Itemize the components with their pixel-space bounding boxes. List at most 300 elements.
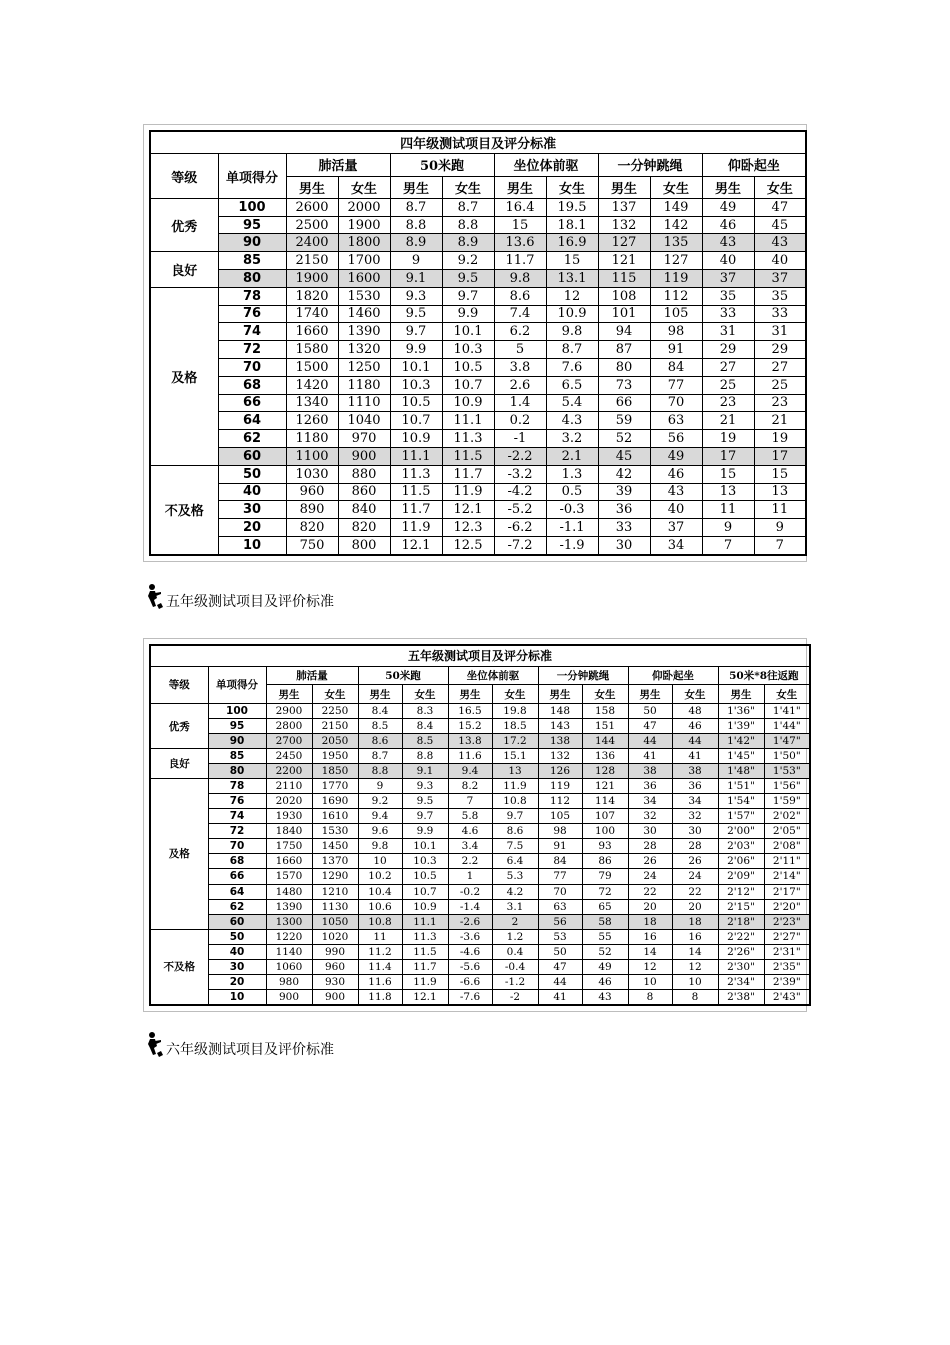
value-cell: 1930 bbox=[266, 809, 312, 824]
table-row bbox=[150, 287, 806, 305]
value-cell: 1 bbox=[448, 869, 492, 884]
header-male: 男生 bbox=[390, 176, 442, 198]
value-cell: 86 bbox=[582, 854, 628, 869]
value-cell: 8.6 bbox=[494, 287, 546, 305]
value-cell: 11.5 bbox=[442, 447, 494, 465]
table-row bbox=[150, 749, 810, 764]
score-cell: 68 bbox=[218, 376, 286, 394]
value-cell: 970 bbox=[338, 430, 390, 448]
value-cell: 93 bbox=[582, 839, 628, 854]
value-cell: 6.5 bbox=[546, 376, 598, 394]
value-cell: 119 bbox=[650, 270, 702, 288]
value-cell: 1'48" bbox=[718, 764, 764, 779]
score-cell: 80 bbox=[208, 764, 266, 779]
header-male: 男生 bbox=[598, 176, 650, 198]
value-cell: 119 bbox=[538, 779, 582, 794]
value-cell: 9.5 bbox=[402, 794, 448, 809]
value-cell: 10 bbox=[672, 974, 718, 989]
value-cell: 13 bbox=[754, 483, 806, 501]
value-cell: 0.4 bbox=[492, 944, 538, 959]
value-cell: 101 bbox=[598, 305, 650, 323]
value-cell: 9.3 bbox=[402, 779, 448, 794]
value-cell: 2'11" bbox=[764, 854, 810, 869]
value-cell: 7 bbox=[448, 794, 492, 809]
value-cell: 990 bbox=[312, 944, 358, 959]
value-cell: 9.6 bbox=[358, 824, 402, 839]
value-cell: 1220 bbox=[266, 929, 312, 944]
value-cell: 10.9 bbox=[442, 394, 494, 412]
header-item: 一分钟跳绳 bbox=[598, 154, 702, 176]
value-cell: -5.6 bbox=[448, 959, 492, 974]
value-cell: 2700 bbox=[266, 734, 312, 749]
value-cell: 105 bbox=[538, 809, 582, 824]
value-cell: 1'50" bbox=[764, 749, 810, 764]
value-cell: 1900 bbox=[338, 216, 390, 234]
value-cell: -4.6 bbox=[448, 944, 492, 959]
value-cell: 10.9 bbox=[402, 899, 448, 914]
value-cell: 158 bbox=[582, 703, 628, 718]
value-cell: 1030 bbox=[286, 465, 338, 483]
value-cell: 0.2 bbox=[494, 412, 546, 430]
header-item: 50米跑 bbox=[358, 666, 448, 685]
value-cell: 49 bbox=[582, 959, 628, 974]
value-cell: 11.1 bbox=[390, 447, 442, 465]
value-cell: 10.1 bbox=[402, 839, 448, 854]
value-cell: 8.6 bbox=[358, 734, 402, 749]
score-cell: 70 bbox=[208, 839, 266, 854]
value-cell: 9.7 bbox=[402, 809, 448, 824]
level-cell: 良好 bbox=[150, 252, 218, 288]
header-female: 女生 bbox=[402, 685, 448, 704]
value-cell: 52 bbox=[582, 944, 628, 959]
value-cell: 49 bbox=[650, 447, 702, 465]
value-cell: 10.3 bbox=[390, 376, 442, 394]
score-cell: 64 bbox=[218, 412, 286, 430]
value-cell: -1.9 bbox=[546, 536, 598, 555]
value-cell: 11.1 bbox=[402, 914, 448, 929]
value-cell: 1210 bbox=[312, 884, 358, 899]
value-cell: 44 bbox=[628, 734, 672, 749]
value-cell: 2400 bbox=[286, 234, 338, 252]
value-cell: 47 bbox=[538, 959, 582, 974]
value-cell: 8.4 bbox=[402, 718, 448, 733]
level-cell: 良好 bbox=[150, 749, 208, 779]
value-cell: 1'47" bbox=[764, 734, 810, 749]
value-cell: 38 bbox=[628, 764, 672, 779]
value-cell: 10.2 bbox=[358, 869, 402, 884]
value-cell: 1450 bbox=[312, 839, 358, 854]
value-cell: 2'26" bbox=[718, 944, 764, 959]
value-cell: 77 bbox=[538, 869, 582, 884]
value-cell: 18.1 bbox=[546, 216, 598, 234]
grade5-caption-text: 五年级测试项目及评价标准 bbox=[166, 594, 334, 610]
value-cell: 9 bbox=[702, 519, 754, 537]
value-cell: 10.3 bbox=[402, 854, 448, 869]
value-cell: 1610 bbox=[312, 809, 358, 824]
value-cell: 10.1 bbox=[390, 358, 442, 376]
value-cell: 115 bbox=[598, 270, 650, 288]
value-cell: 1'36" bbox=[718, 703, 764, 718]
value-cell: 1530 bbox=[312, 824, 358, 839]
header-score: 单项得分 bbox=[208, 666, 266, 703]
header-male: 男生 bbox=[628, 685, 672, 704]
score-cell: 66 bbox=[218, 394, 286, 412]
value-cell: 121 bbox=[582, 779, 628, 794]
value-cell: 17 bbox=[702, 447, 754, 465]
table-row bbox=[150, 358, 806, 376]
value-cell: 9.7 bbox=[442, 287, 494, 305]
value-cell: -3.6 bbox=[448, 929, 492, 944]
value-cell: 1060 bbox=[266, 959, 312, 974]
value-cell: 80 bbox=[598, 358, 650, 376]
value-cell: 1740 bbox=[286, 305, 338, 323]
value-cell: 900 bbox=[266, 989, 312, 1005]
value-cell: 16.4 bbox=[494, 198, 546, 216]
value-cell: 26 bbox=[672, 854, 718, 869]
value-cell: 34 bbox=[628, 794, 672, 809]
value-cell: 1370 bbox=[312, 854, 358, 869]
value-cell: 3.2 bbox=[546, 430, 598, 448]
value-cell: 46 bbox=[702, 216, 754, 234]
value-cell: 10.9 bbox=[546, 305, 598, 323]
value-cell: 11 bbox=[358, 929, 402, 944]
value-cell: 19.5 bbox=[546, 198, 598, 216]
value-cell: 4.3 bbox=[546, 412, 598, 430]
value-cell: 30 bbox=[598, 536, 650, 555]
value-cell: 25 bbox=[754, 376, 806, 394]
value-cell: 10.5 bbox=[402, 869, 448, 884]
value-cell: 27 bbox=[754, 358, 806, 376]
value-cell: 7 bbox=[702, 536, 754, 555]
value-cell: 1140 bbox=[266, 944, 312, 959]
score-cell: 20 bbox=[208, 974, 266, 989]
value-cell: 11.6 bbox=[448, 749, 492, 764]
value-cell: 9.8 bbox=[358, 839, 402, 854]
value-cell: 1600 bbox=[338, 270, 390, 288]
value-cell: 20 bbox=[672, 899, 718, 914]
value-cell: 0.5 bbox=[546, 483, 598, 501]
value-cell: 1390 bbox=[266, 899, 312, 914]
table-row bbox=[150, 198, 806, 216]
value-cell: 1050 bbox=[312, 914, 358, 929]
value-cell: 9.2 bbox=[358, 794, 402, 809]
level-cell: 不及格 bbox=[150, 929, 208, 1005]
table-row bbox=[150, 270, 806, 288]
value-cell: 2'31" bbox=[764, 944, 810, 959]
value-cell: 9.9 bbox=[442, 305, 494, 323]
value-cell: 127 bbox=[598, 234, 650, 252]
value-cell: 33 bbox=[702, 305, 754, 323]
value-cell: 12 bbox=[546, 287, 598, 305]
value-cell: 5 bbox=[494, 341, 546, 359]
value-cell: 2'17" bbox=[764, 884, 810, 899]
grade4-standards-table-frame bbox=[143, 124, 807, 562]
value-cell: 1390 bbox=[338, 323, 390, 341]
header-male: 男生 bbox=[718, 685, 764, 704]
value-cell: 2'35" bbox=[764, 959, 810, 974]
score-cell: 90 bbox=[218, 234, 286, 252]
value-cell: 6.4 bbox=[492, 854, 538, 869]
value-cell: 5.4 bbox=[546, 394, 598, 412]
value-cell: 13.6 bbox=[494, 234, 546, 252]
score-cell: 20 bbox=[218, 519, 286, 537]
value-cell: 1'39" bbox=[718, 718, 764, 733]
table-row bbox=[150, 884, 810, 899]
score-cell: 40 bbox=[208, 944, 266, 959]
table-row bbox=[150, 989, 810, 1005]
value-cell: 2110 bbox=[266, 779, 312, 794]
value-cell: 77 bbox=[650, 376, 702, 394]
value-cell: 11.1 bbox=[442, 412, 494, 430]
value-cell: 12 bbox=[628, 959, 672, 974]
value-cell: 11 bbox=[702, 501, 754, 519]
header-female: 女生 bbox=[546, 176, 598, 198]
value-cell: 11.6 bbox=[358, 974, 402, 989]
value-cell: 32 bbox=[672, 809, 718, 824]
header-item: 50米*8往返跑 bbox=[718, 666, 810, 685]
value-cell: 70 bbox=[538, 884, 582, 899]
value-cell: 11.7 bbox=[494, 252, 546, 270]
table-row bbox=[150, 824, 810, 839]
value-cell: 1250 bbox=[338, 358, 390, 376]
value-cell: 39 bbox=[598, 483, 650, 501]
value-cell: 25 bbox=[702, 376, 754, 394]
value-cell: 1850 bbox=[312, 764, 358, 779]
value-cell: 890 bbox=[286, 501, 338, 519]
value-cell: 36 bbox=[628, 779, 672, 794]
value-cell: 10.1 bbox=[442, 323, 494, 341]
value-cell: 2'23" bbox=[764, 914, 810, 929]
score-cell: 85 bbox=[218, 252, 286, 270]
value-cell: 2200 bbox=[266, 764, 312, 779]
value-cell: 7.6 bbox=[546, 358, 598, 376]
value-cell: 2'27" bbox=[764, 929, 810, 944]
value-cell: 980 bbox=[266, 974, 312, 989]
header-item: 肺活量 bbox=[286, 154, 390, 176]
value-cell: 37 bbox=[702, 270, 754, 288]
value-cell: 28 bbox=[628, 839, 672, 854]
value-cell: 63 bbox=[538, 899, 582, 914]
value-cell: 79 bbox=[582, 869, 628, 884]
value-cell: 1'53" bbox=[764, 764, 810, 779]
table-row bbox=[150, 854, 810, 869]
value-cell: 9.1 bbox=[402, 764, 448, 779]
value-cell: 41 bbox=[538, 989, 582, 1005]
value-cell: 1'59" bbox=[764, 794, 810, 809]
value-cell: 1840 bbox=[266, 824, 312, 839]
header-male: 男生 bbox=[538, 685, 582, 704]
header-level: 等级 bbox=[150, 666, 208, 703]
value-cell: 18 bbox=[628, 914, 672, 929]
header-female: 女生 bbox=[492, 685, 538, 704]
value-cell: 8.7 bbox=[546, 341, 598, 359]
value-cell: 12 bbox=[672, 959, 718, 974]
value-cell: -1.4 bbox=[448, 899, 492, 914]
level-cell: 不及格 bbox=[150, 465, 218, 555]
value-cell: 1900 bbox=[286, 270, 338, 288]
value-cell: 17 bbox=[754, 447, 806, 465]
table-row bbox=[150, 869, 810, 884]
value-cell: 21 bbox=[754, 412, 806, 430]
value-cell: 9.5 bbox=[390, 305, 442, 323]
value-cell: 46 bbox=[650, 465, 702, 483]
grade6-caption-text: 六年级测试项目及评价标准 bbox=[166, 1042, 334, 1058]
value-cell: 40 bbox=[650, 501, 702, 519]
value-cell: 53 bbox=[538, 929, 582, 944]
value-cell: 1950 bbox=[312, 749, 358, 764]
score-cell: 66 bbox=[208, 869, 266, 884]
value-cell: 8.5 bbox=[358, 718, 402, 733]
table-row bbox=[150, 536, 806, 555]
value-cell: 132 bbox=[598, 216, 650, 234]
score-cell: 78 bbox=[218, 287, 286, 305]
value-cell: 138 bbox=[538, 734, 582, 749]
table-row bbox=[150, 323, 806, 341]
value-cell: 9.3 bbox=[390, 287, 442, 305]
value-cell: 8.4 bbox=[358, 703, 402, 718]
value-cell: -0.3 bbox=[546, 501, 598, 519]
value-cell: 9.9 bbox=[390, 341, 442, 359]
score-cell: 60 bbox=[218, 447, 286, 465]
value-cell: 37 bbox=[650, 519, 702, 537]
value-cell: 23 bbox=[754, 394, 806, 412]
score-cell: 85 bbox=[208, 749, 266, 764]
value-cell: 4.2 bbox=[492, 884, 538, 899]
value-cell: 37 bbox=[754, 270, 806, 288]
value-cell: 10 bbox=[358, 854, 402, 869]
value-cell: -6.6 bbox=[448, 974, 492, 989]
score-cell: 76 bbox=[208, 794, 266, 809]
value-cell: 11.7 bbox=[442, 465, 494, 483]
value-cell: 1130 bbox=[312, 899, 358, 914]
score-cell: 40 bbox=[218, 483, 286, 501]
grade4-standards-table bbox=[149, 130, 807, 556]
value-cell: 8.3 bbox=[402, 703, 448, 718]
value-cell: 2800 bbox=[266, 718, 312, 733]
score-cell: 30 bbox=[208, 959, 266, 974]
value-cell: 105 bbox=[650, 305, 702, 323]
value-cell: 8 bbox=[628, 989, 672, 1005]
value-cell: 50 bbox=[628, 703, 672, 718]
value-cell: 11.2 bbox=[358, 944, 402, 959]
value-cell: 11.9 bbox=[442, 483, 494, 501]
table-row bbox=[150, 914, 810, 929]
value-cell: 121 bbox=[598, 252, 650, 270]
header-item: 肺活量 bbox=[266, 666, 358, 685]
value-cell: 30 bbox=[628, 824, 672, 839]
value-cell: 2'02" bbox=[764, 809, 810, 824]
table-row bbox=[150, 899, 810, 914]
value-cell: 10.9 bbox=[390, 430, 442, 448]
score-cell: 70 bbox=[218, 358, 286, 376]
score-cell: 95 bbox=[218, 216, 286, 234]
value-cell: 9.5 bbox=[442, 270, 494, 288]
value-cell: 52 bbox=[598, 430, 650, 448]
header-male: 男生 bbox=[286, 176, 338, 198]
header-female: 女生 bbox=[650, 176, 702, 198]
value-cell: 84 bbox=[650, 358, 702, 376]
value-cell: 10.7 bbox=[402, 884, 448, 899]
value-cell: 1580 bbox=[286, 341, 338, 359]
value-cell: 36 bbox=[598, 501, 650, 519]
value-cell: 8.9 bbox=[442, 234, 494, 252]
value-cell: 2'15" bbox=[718, 899, 764, 914]
table-title: 四年级测试项目及评分标准 bbox=[150, 131, 806, 154]
value-cell: 15 bbox=[754, 465, 806, 483]
value-cell: 45 bbox=[598, 447, 650, 465]
value-cell: 1290 bbox=[312, 869, 358, 884]
value-cell: 112 bbox=[538, 794, 582, 809]
value-cell: 12.1 bbox=[390, 536, 442, 555]
header-item: 一分钟跳绳 bbox=[538, 666, 628, 685]
value-cell: 87 bbox=[598, 341, 650, 359]
value-cell: 820 bbox=[338, 519, 390, 537]
value-cell: 9 bbox=[754, 519, 806, 537]
value-cell: 960 bbox=[312, 959, 358, 974]
table-row bbox=[150, 959, 810, 974]
value-cell: 11.3 bbox=[402, 929, 448, 944]
value-cell: 41 bbox=[672, 749, 718, 764]
value-cell: 56 bbox=[538, 914, 582, 929]
value-cell: 65 bbox=[582, 899, 628, 914]
value-cell: -2.2 bbox=[494, 447, 546, 465]
value-cell: 151 bbox=[582, 718, 628, 733]
value-cell: 2'20" bbox=[764, 899, 810, 914]
value-cell: -1.2 bbox=[492, 974, 538, 989]
score-cell: 72 bbox=[208, 824, 266, 839]
value-cell: 35 bbox=[702, 287, 754, 305]
level-cell: 及格 bbox=[150, 287, 218, 465]
value-cell: 2'06" bbox=[718, 854, 764, 869]
value-cell: 11.9 bbox=[390, 519, 442, 537]
value-cell: 33 bbox=[754, 305, 806, 323]
header-item: 坐位体前驱 bbox=[494, 154, 598, 176]
value-cell: 24 bbox=[628, 869, 672, 884]
value-cell: 44 bbox=[672, 734, 718, 749]
score-cell: 74 bbox=[218, 323, 286, 341]
value-cell: 1750 bbox=[266, 839, 312, 854]
value-cell: 880 bbox=[338, 465, 390, 483]
value-cell: 15 bbox=[702, 465, 754, 483]
value-cell: 1530 bbox=[338, 287, 390, 305]
score-cell: 64 bbox=[208, 884, 266, 899]
score-cell: 62 bbox=[208, 899, 266, 914]
table-row bbox=[150, 929, 810, 944]
value-cell: 2050 bbox=[312, 734, 358, 749]
value-cell: 112 bbox=[650, 287, 702, 305]
value-cell: 800 bbox=[338, 536, 390, 555]
value-cell: 2250 bbox=[312, 703, 358, 718]
value-cell: 23 bbox=[702, 394, 754, 412]
value-cell: 11.5 bbox=[402, 944, 448, 959]
table-row bbox=[150, 974, 810, 989]
value-cell: 1180 bbox=[286, 430, 338, 448]
value-cell: 43 bbox=[754, 234, 806, 252]
value-cell: 34 bbox=[650, 536, 702, 555]
value-cell: 1480 bbox=[266, 884, 312, 899]
value-cell: 10.7 bbox=[390, 412, 442, 430]
value-cell: 1420 bbox=[286, 376, 338, 394]
value-cell: 8.2 bbox=[448, 779, 492, 794]
value-cell: 8.6 bbox=[492, 824, 538, 839]
value-cell: -1 bbox=[494, 430, 546, 448]
value-cell: -5.2 bbox=[494, 501, 546, 519]
grade5-standards-table bbox=[149, 644, 811, 1006]
value-cell: 9.2 bbox=[442, 252, 494, 270]
value-cell: -4.2 bbox=[494, 483, 546, 501]
value-cell: 72 bbox=[582, 884, 628, 899]
value-cell: 30 bbox=[672, 824, 718, 839]
